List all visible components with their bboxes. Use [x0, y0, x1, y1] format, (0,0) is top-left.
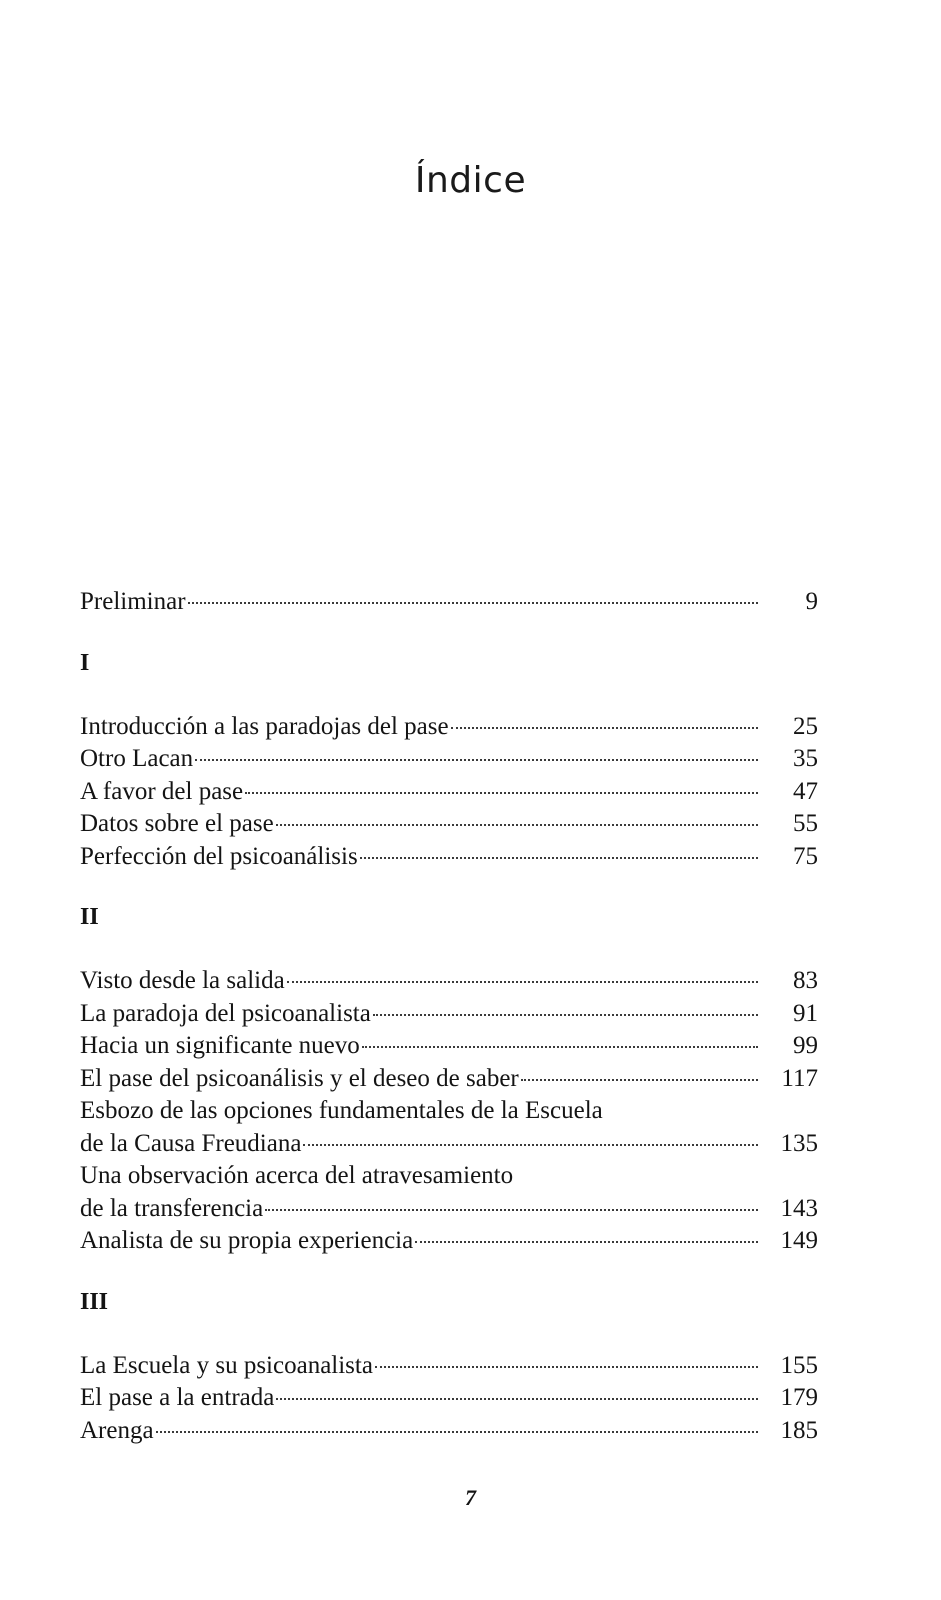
toc-entry — [80, 1030, 818, 1063]
toc-entry-page: 75 — [793, 842, 818, 870]
toc-entry-page: 149 — [780, 1227, 818, 1254]
toc-entry-page: 99 — [793, 1032, 818, 1059]
dot-leader — [195, 759, 758, 761]
toc-entry — [80, 841, 818, 874]
section-heading-ii: II — [80, 904, 99, 930]
dot-leader — [188, 602, 758, 604]
dot-leader — [521, 1079, 758, 1081]
toc-entry-label: Otro Lacan — [80, 745, 194, 772]
toc-entry — [80, 1382, 818, 1415]
toc-entry-label: El pase del psicoanálisis y el deseo de saber — [80, 1064, 519, 1092]
toc-entry-label: Analista de su propia experiencia — [80, 1227, 414, 1254]
toc-entry — [80, 1225, 818, 1258]
toc-entry-page: 91 — [793, 999, 818, 1027]
toc-entry — [80, 808, 818, 841]
toc-entry — [80, 1415, 818, 1448]
page-title: Índice — [414, 160, 527, 201]
toc-entry-label: de la Causa Freudiana — [80, 1129, 302, 1157]
toc-entry-page: 47 — [793, 777, 818, 805]
dot-leader — [156, 1431, 758, 1433]
dot-leader — [276, 824, 758, 826]
toc-entry-page: 25 — [793, 712, 818, 740]
toc-entry — [80, 1193, 818, 1226]
toc-entry-page: 117 — [781, 1064, 818, 1092]
section-heading-iii: III — [80, 1288, 109, 1315]
toc-entry-label: Perfección del psicoanálisis — [80, 842, 358, 870]
toc-entry-page: 35 — [793, 745, 818, 772]
toc-entry-label: Arenga — [80, 1416, 154, 1444]
toc-entry-label: Datos sobre el pase — [80, 810, 274, 837]
toc-entry-page: 179 — [780, 1384, 818, 1411]
dot-leader — [276, 1398, 758, 1400]
toc-entry — [80, 711, 818, 744]
toc-entry-page: 55 — [793, 810, 818, 837]
toc-entry — [80, 743, 818, 776]
toc-entry-label: Visto desde la salida — [80, 967, 285, 994]
toc-entry-label: A favor del pase — [80, 777, 244, 805]
toc-entry-label-line1: Esbozo de las opciones fundamentales de la Escuela — [80, 1097, 603, 1124]
table-of-contents — [80, 586, 818, 1447]
toc-entry — [80, 1350, 818, 1383]
section-heading-i: I — [80, 649, 90, 676]
toc-entry-page: 83 — [793, 967, 818, 994]
toc-entry — [80, 965, 818, 998]
toc-entry-label: Introducción a las paradojas del pase — [80, 712, 449, 740]
toc-entry-label-line1: Una observación acerca del atravesamiento — [80, 1162, 514, 1189]
toc-entry-page: 155 — [780, 1351, 818, 1379]
dot-leader — [415, 1241, 758, 1243]
toc-entry-label: El pase a la entrada — [80, 1384, 275, 1411]
dot-leader — [303, 1144, 758, 1146]
toc-entry — [80, 1128, 818, 1161]
toc-entry-label: de la transferencia — [80, 1194, 264, 1222]
toc-entry — [80, 776, 818, 809]
toc-entry-page: 9 — [805, 588, 818, 615]
toc-entry-label: La Escuela y su psicoanalista — [80, 1351, 373, 1379]
page-number: 7 — [465, 1485, 476, 1510]
dot-leader — [451, 727, 758, 729]
dot-leader — [373, 1014, 758, 1016]
toc-entry-label: La paradoja del psicoanalista — [80, 999, 371, 1027]
toc-entry-label: Preliminar — [80, 588, 186, 615]
dot-leader — [375, 1366, 758, 1368]
toc-entry-page: 185 — [780, 1416, 818, 1444]
toc-entry — [80, 998, 818, 1031]
toc-entry — [80, 1063, 818, 1096]
toc-entry-page: 135 — [780, 1129, 818, 1157]
dot-leader — [362, 1046, 758, 1048]
toc-entry-preliminar — [80, 586, 818, 619]
dot-leader — [265, 1209, 758, 1211]
dot-leader — [360, 857, 758, 859]
toc-entry-label: Hacia un significante nuevo — [80, 1032, 360, 1059]
dot-leader — [245, 792, 758, 794]
dot-leader — [287, 981, 758, 983]
toc-entry-page: 143 — [780, 1194, 818, 1222]
